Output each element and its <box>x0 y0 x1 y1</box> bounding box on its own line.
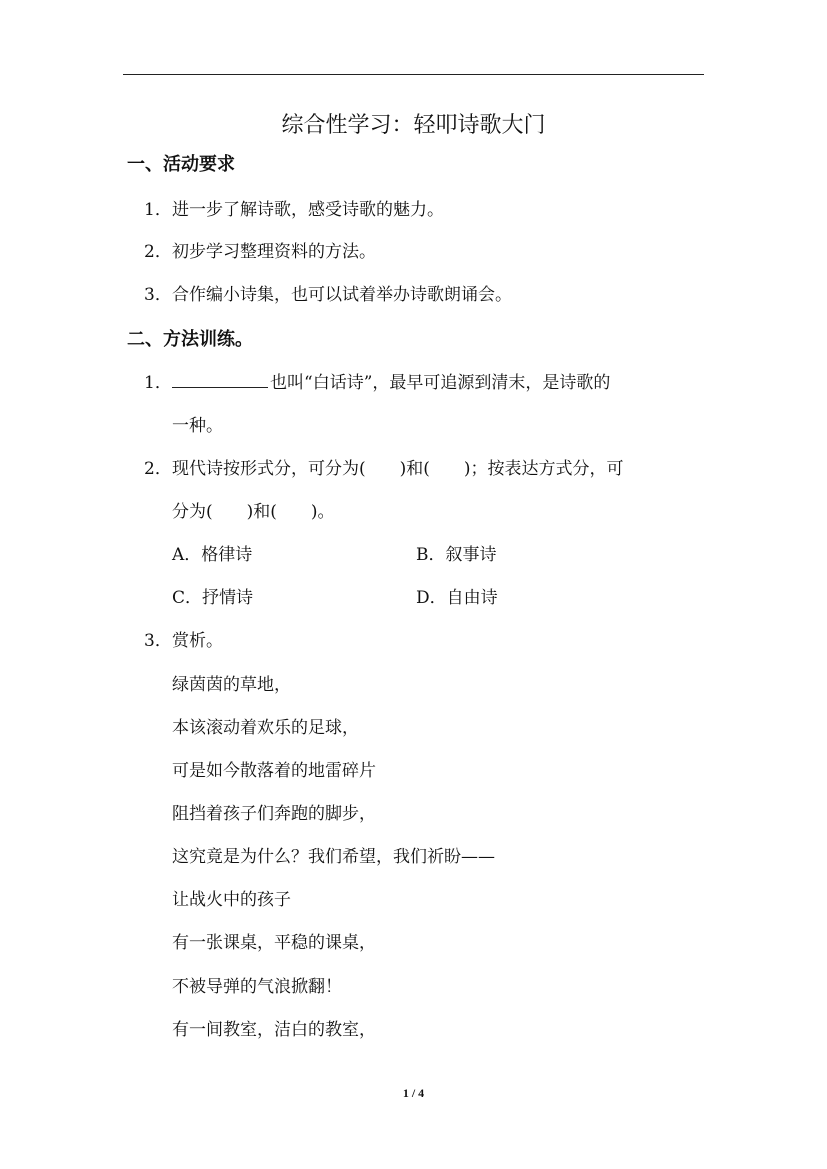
question-2-continued: 分为( )和( )。 <box>172 502 335 522</box>
requirement-item: 3．合作编小诗集，也可以试着举办诗歌朗诵会。 <box>144 285 512 305</box>
poem-line: 这究竟是为什么？我们希望，我们祈盼—— <box>172 847 495 867</box>
page-title: 综合性学习：轻叩诗歌大门 <box>281 113 546 138</box>
poem-line: 不被导弹的气浪掀翻！ <box>172 977 342 997</box>
poem-line: 可是如今散落着的地雷碎片 <box>172 761 376 781</box>
option-b: B．叙事诗 <box>416 545 497 565</box>
poem-line: 阻挡着孩子们奔跑的脚步， <box>172 804 376 824</box>
option-c: C．抒情诗 <box>172 588 254 608</box>
fill-blank[interactable] <box>172 369 268 388</box>
question-1-continued: 一种。 <box>172 416 223 436</box>
requirement-item: 1．进一步了解诗歌，感受诗歌的魅力。 <box>144 200 444 220</box>
page-number: 1 / 4 <box>402 1086 425 1100</box>
header-rule <box>123 74 704 75</box>
question-2: 2．现代诗按形式分，可分为( )和( )；按表达方式分，可 <box>144 459 624 479</box>
requirement-item: 2．初步学习整理资料的方法。 <box>144 242 376 262</box>
option-a: A．格律诗 <box>172 545 253 565</box>
question-1: 1． 也叫“白话诗”，最早可追源到清末，是诗歌的 <box>144 368 610 398</box>
option-d: D．自由诗 <box>416 588 498 608</box>
poem-line: 绿茵茵的草地， <box>172 675 291 695</box>
poem-line: 本该滚动着欢乐的足球， <box>172 718 359 738</box>
section-heading-requirements: 一、活动要求 <box>127 154 235 175</box>
section-heading-practice: 二、方法训练。 <box>127 329 253 350</box>
question-3: 3．赏析。 <box>144 631 223 651</box>
poem-line: 有一张课桌，平稳的课桌， <box>172 933 376 953</box>
poem-line: 让战火中的孩子 <box>172 890 291 910</box>
poem-line: 有一间教室，洁白的教室， <box>172 1020 376 1040</box>
